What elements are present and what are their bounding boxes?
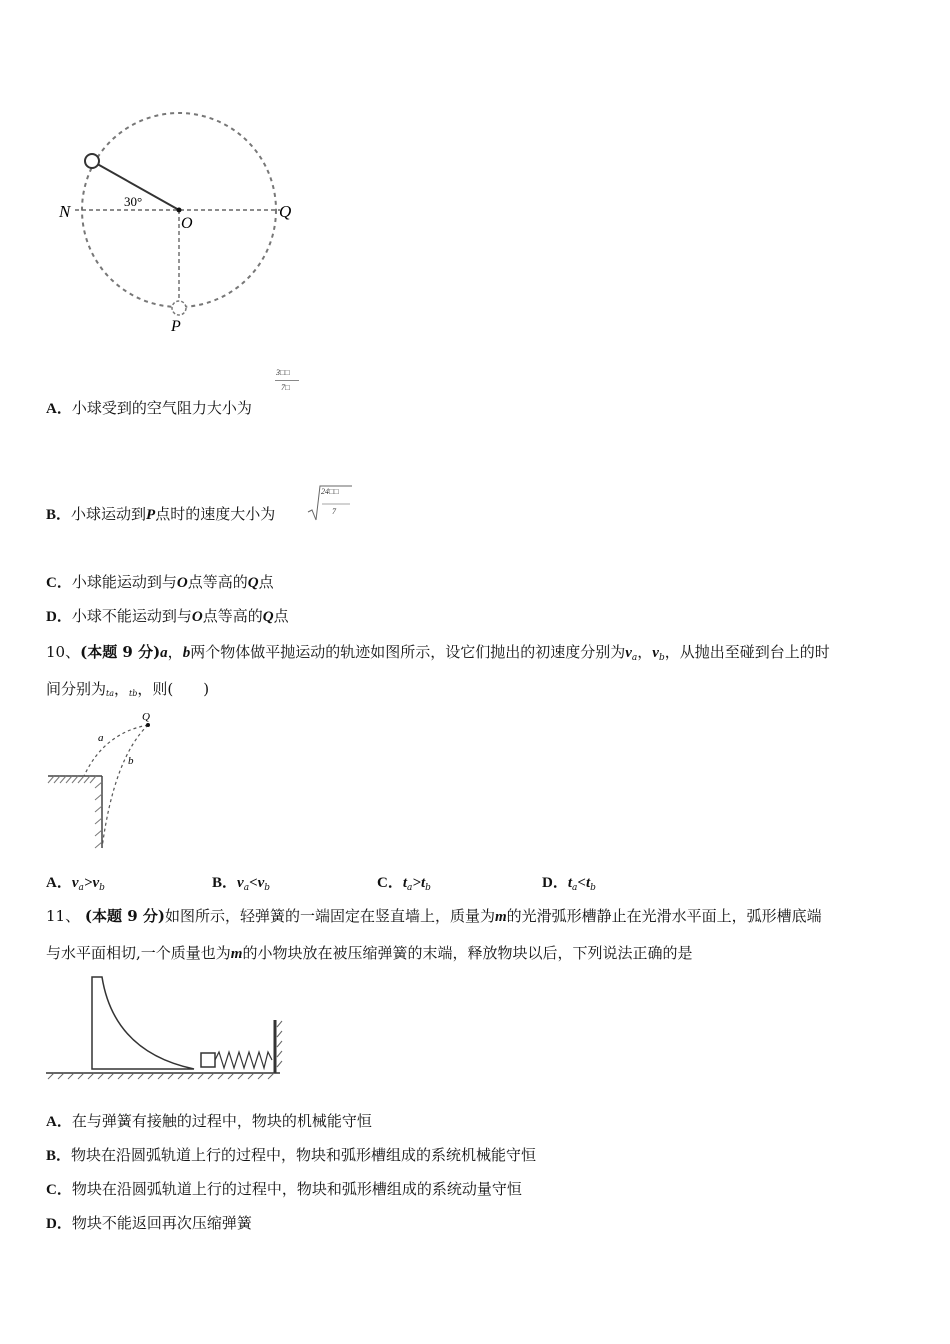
spring [215, 1052, 272, 1068]
var-m: m [230, 946, 243, 962]
point-Q: Q [247, 575, 259, 591]
label-O: O [181, 215, 193, 232]
op: < [249, 875, 258, 891]
label-Q: Q [279, 202, 292, 221]
lhs-sub: a [407, 883, 413, 893]
table-hatch [48, 776, 96, 783]
option-letter: B． [212, 875, 238, 891]
optA-frac-bar [275, 380, 299, 381]
option-text: 点等高的 [202, 607, 263, 625]
point-O: O [176, 575, 188, 591]
lhs: t [402, 875, 408, 891]
label-N: N [59, 202, 71, 221]
lhs: v [237, 875, 244, 891]
q10-stem-line2: 间分别为ta，tb，则( ) [46, 680, 210, 698]
fig-label-Q: Q [142, 711, 150, 723]
fig-label-a: a [98, 732, 104, 744]
ball-top [85, 154, 99, 168]
option-letter: C． [46, 575, 72, 591]
arc-groove [92, 977, 194, 1069]
stem-text: 间分别为 [46, 680, 107, 698]
option-text: 点等高的 [187, 573, 248, 591]
option-text: 点时的速度大小为 [155, 505, 276, 523]
var-a: a [160, 645, 168, 661]
wall-hatch [95, 782, 102, 848]
wall-hatch [277, 1021, 282, 1067]
label-P: P [171, 318, 181, 335]
optB-frac-den: 7 [332, 507, 336, 516]
lhs: v [71, 875, 79, 891]
q11-stem-line2 [46, 943, 692, 964]
q9-option-A[interactable] [46, 398, 252, 419]
option-letter: D． [46, 1216, 72, 1232]
option-text: 物块在沿圆弧轨道上行的过程中，物块和弧形槽组成的系统机械能守恒 [71, 1146, 537, 1164]
option-letter: A． [46, 401, 72, 417]
option-letter: A． [46, 1114, 72, 1130]
circle-pendulum-figure [55, 105, 305, 335]
stem-text: 两个物体做平抛运动的轨迹如图所示，设它们抛出的初速度分别为 [190, 643, 626, 661]
var-tb: tb [129, 689, 138, 698]
var-v: v [652, 645, 659, 661]
lhs-sub: a [572, 883, 578, 893]
q11-option-D[interactable] [46, 1213, 252, 1234]
stem-text: ，则( ) [137, 680, 210, 698]
point-O: O [191, 609, 203, 625]
projectile-figure [44, 708, 174, 853]
ground-hatch [48, 1073, 274, 1079]
question-number: 11、 [46, 907, 81, 925]
optB-frac-num: 24□□ [321, 487, 339, 496]
option-letter: D． [46, 609, 72, 625]
q10-option-C[interactable] [377, 872, 431, 898]
option-letter: C． [377, 875, 403, 891]
var-m: m [494, 909, 507, 925]
sep: ， [167, 643, 183, 661]
option-text: 物块在沿圆弧轨道上行的过程中，物块和弧形槽组成的系统动量守恒 [71, 1180, 522, 1198]
option-text: 物块不能返回再次压缩弹簧 [71, 1214, 252, 1232]
q11-option-C[interactable] [46, 1179, 522, 1200]
q9-option-B[interactable] [46, 504, 275, 525]
option-text: 点 [258, 573, 274, 591]
question-number: 10、 [46, 643, 81, 661]
rhs: t [585, 875, 591, 891]
q11-option-A[interactable] [46, 1111, 372, 1132]
option-text: 在与弹簧有接触的过程中，物块的机械能守恒 [71, 1112, 372, 1130]
op: > [412, 875, 421, 891]
option-text: 小球受到的空气阻力大小为 [71, 399, 252, 417]
option-text: 小球运动到 [71, 505, 147, 523]
rhs: v [92, 875, 100, 891]
q9-option-D[interactable] [46, 606, 289, 627]
rhs: t [420, 875, 426, 891]
option-letter: B． [46, 1148, 72, 1164]
var-v: v [625, 645, 632, 661]
op: < [577, 875, 586, 891]
q9-option-C[interactable] [46, 572, 274, 593]
option-text: 小球不能运动到与 [71, 607, 192, 625]
stem-text: 如图所示，轻弹簧的一端固定在竖直墙上，质量为 [164, 907, 495, 925]
sub-b: b [658, 653, 665, 663]
launch-point [146, 723, 150, 727]
point-Q: Q [262, 609, 274, 625]
q11-stem-line1 [46, 906, 822, 927]
question-score: (本题 9 分) [84, 907, 165, 925]
stem-text: 的小物块放在被压缩弹簧的末端，释放物块以后，下列说法正确的是 [242, 944, 693, 962]
rhs-sub: b [425, 883, 431, 893]
q10-option-B[interactable] [212, 872, 270, 898]
ball-bottom [172, 301, 186, 315]
angle-label: 30° [124, 194, 143, 209]
rhs: v [257, 875, 265, 891]
option-letter: B． [46, 507, 72, 523]
option-letter: D． [542, 875, 568, 891]
optA-frac-num: 3□□ [276, 368, 290, 377]
block [201, 1053, 215, 1067]
optA-frac-den: 7□ [281, 383, 290, 392]
rhs-sub: b [264, 883, 271, 893]
stem-text: 的光滑弧形槽静止在光滑水平面上，弧形槽底端 [506, 907, 822, 925]
spring-groove-figure [44, 972, 284, 1084]
stem-text: ，从抛出至碰到台上的时 [664, 643, 830, 661]
var-ta: ta [106, 689, 114, 698]
center-point [177, 208, 182, 213]
trajectory-b [102, 725, 148, 848]
rhs-sub: b [590, 883, 596, 893]
rhs-sub: b [99, 883, 105, 893]
lhs-sub: a [243, 883, 250, 893]
option-text: 点 [273, 607, 289, 625]
sub-a: a [631, 653, 638, 663]
lhs-sub: a [78, 883, 84, 893]
fig-label-b: b [128, 755, 134, 767]
point-P: P [146, 507, 156, 523]
lhs: t [567, 875, 573, 891]
q10-option-A[interactable] [46, 872, 105, 898]
op: > [83, 875, 93, 891]
trajectory-a [84, 725, 148, 776]
q10-stem-line1: 10、(本题 9 分)a，b两个物体做平抛运动的轨迹如图所示，设它们抛出的初速度分别为$v_a$，$v_b$，从抛出至碰到台上的时 [46, 643, 830, 663]
question-score: (本题 9 分) [80, 643, 161, 661]
var-b: b [182, 645, 191, 661]
option-text: 小球能运动到与 [71, 573, 177, 591]
q11-option-B[interactable] [46, 1145, 536, 1166]
stem-text: 与水平面相切,一个质量也为 [46, 944, 231, 962]
option-letter: A． [46, 875, 72, 891]
q10-option-D[interactable] [542, 872, 596, 898]
option-letter: C． [46, 1182, 72, 1198]
